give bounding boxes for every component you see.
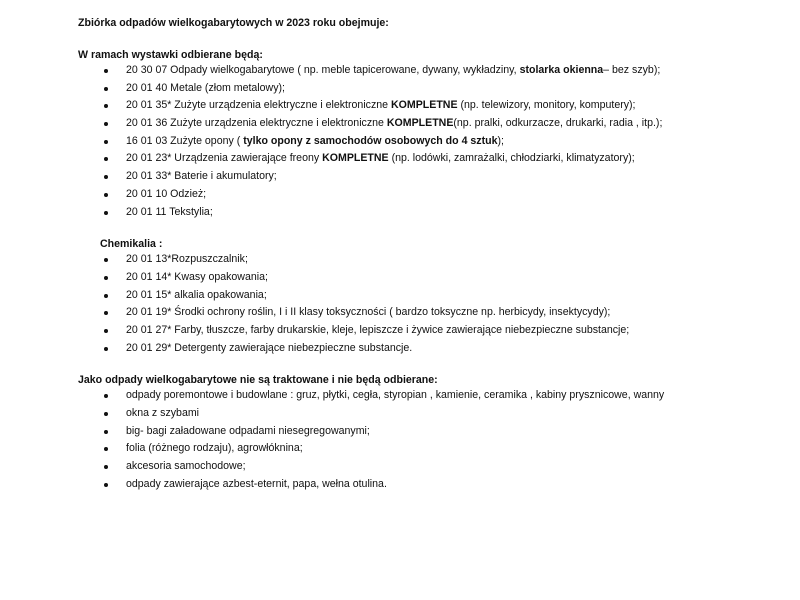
document bbox=[78, 16, 718, 494]
item-text: 20 01 11 Tekstylia; bbox=[126, 205, 213, 218]
list-item bbox=[78, 459, 718, 474]
list-item bbox=[78, 341, 718, 356]
item-text: 20 01 35* Zużyte urządzenia elektryczne i elektroniczne bbox=[126, 99, 391, 112]
collected-list bbox=[78, 63, 718, 220]
item-text: 20 01 19* Środki ochrony roślin, I i II klasy toksyczności ( bardzo toksyczne np. herbicydy, insektycydy); bbox=[126, 306, 611, 319]
excluded-list bbox=[78, 388, 718, 491]
item-text: big- bagi załadowane odpadami niesegregowanymi; bbox=[126, 424, 370, 437]
emphasis-text: KOMPLETNE bbox=[391, 99, 458, 112]
list-item bbox=[78, 323, 718, 338]
emphasis-text: KOMPLETNE bbox=[322, 152, 389, 165]
list-item bbox=[78, 134, 718, 149]
item-text: 20 01 13*Rozpuszczalnik; bbox=[126, 253, 248, 266]
item-text: 20 01 29* Detergenty zawierające niebezpieczne substancje. bbox=[126, 341, 413, 354]
item-text: ); bbox=[497, 134, 504, 147]
list-item bbox=[78, 116, 718, 131]
list-item bbox=[78, 81, 718, 96]
item-text: 20 01 40 Metale (złom metalowy); bbox=[126, 81, 285, 94]
excluded-heading: Jako odpady wielkogabarytowe nie są traktowane i nie będą odbierane: bbox=[78, 374, 438, 387]
item-text: akcesoria samochodowe; bbox=[126, 460, 246, 473]
item-text: odpady zawierające azbest-eternit, papa, wełna otulina. bbox=[126, 477, 387, 490]
spacer bbox=[78, 222, 718, 237]
item-text: odpady poremontowe i budowlane : gruz, płytki, cegła, styropian , kamienie, ceramika , kabiny prysznicowe, wanny bbox=[126, 389, 665, 402]
item-text: okna z szybami bbox=[126, 407, 200, 419]
list-item bbox=[78, 98, 718, 113]
emphasis-text: KOMPLETNE bbox=[386, 117, 454, 130]
item-text: 20 01 36 Zużyte urządzenia elektryczne i elektroniczne bbox=[126, 117, 387, 130]
item-text: 20 01 33* Baterie i akumulatory; bbox=[126, 170, 277, 183]
item-text: folia (różnego rodzaju), agrowłóknina; bbox=[126, 442, 303, 455]
list-item bbox=[78, 288, 718, 303]
list-item bbox=[78, 441, 718, 456]
item-text: 16 01 03 Zużyte opony ( bbox=[126, 134, 244, 147]
list-item bbox=[78, 305, 718, 320]
chemicals-heading: Chemikalia : bbox=[100, 238, 163, 251]
list-item bbox=[78, 406, 718, 421]
list-item bbox=[78, 388, 718, 403]
item-text: 20 01 10 Odzież; bbox=[126, 187, 207, 200]
list-item bbox=[78, 270, 718, 285]
list-item bbox=[78, 205, 718, 220]
item-text: (np. pralki, odkurzacze, drukarki, radia , itp.); bbox=[453, 117, 663, 130]
list-item bbox=[78, 252, 718, 267]
list-item bbox=[78, 477, 718, 492]
item-text: 20 01 14* Kwasy opakowania; bbox=[126, 270, 268, 283]
item-text: 20 01 27* Farby, tłuszcze, farby drukarskie, kleje, lepiszcze i żywice zawierające niebezpieczne substancje; bbox=[126, 323, 630, 336]
list-item bbox=[78, 63, 718, 78]
item-text: – bez szyb); bbox=[603, 64, 661, 76]
list-item bbox=[78, 169, 718, 184]
item-text: 20 01 15* alkalia opakowania; bbox=[126, 288, 267, 301]
list-item bbox=[78, 151, 718, 166]
list-item bbox=[78, 424, 718, 439]
emphasis-text: tylko opony z samochodów osobowych do 4 sztuk bbox=[243, 134, 498, 147]
collected-heading: W ramach wystawki odbierane będą: bbox=[78, 49, 263, 61]
item-text: (np. lodówki, zamrażalki, chłodziarki, klimatyzatory); bbox=[388, 152, 635, 165]
spacer bbox=[78, 358, 718, 373]
chemicals-list bbox=[78, 252, 718, 355]
document-title: Zbiórka odpadów wielkogabarytowych w 2023 roku obejmuje: bbox=[78, 17, 389, 29]
item-text: (np. telewizory, monitory, komputery); bbox=[457, 99, 636, 112]
emphasis-text: stolarka okienna bbox=[519, 64, 604, 76]
item-text: 20 30 07 Odpady wielkogabarytowe ( np. meble tapicerowane, dywany, wykładziny, bbox=[126, 64, 520, 76]
item-text: 20 01 23* Urządzenia zawierające freony bbox=[126, 152, 323, 165]
list-item bbox=[78, 187, 718, 202]
